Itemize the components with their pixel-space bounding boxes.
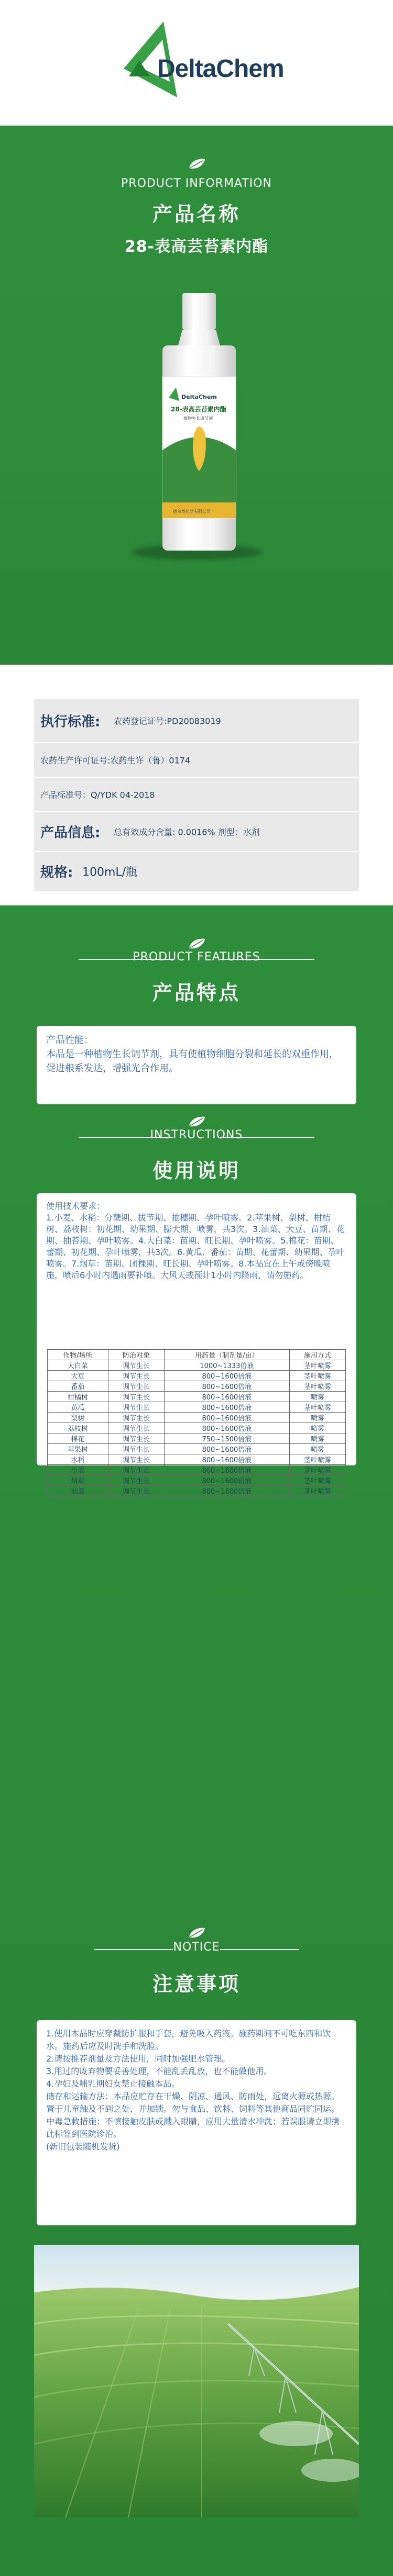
brand-name: DeltaChem <box>157 55 284 83</box>
table-cell: 大豆 <box>48 1371 108 1381</box>
table-row <box>48 1433 346 1444</box>
table-cell: 茎叶喷雾 <box>289 1475 346 1486</box>
table-cell: 番茄 <box>48 1381 108 1392</box>
dosage-table <box>47 1349 346 1496</box>
table-cell: 800~1600倍液 <box>165 1371 289 1381</box>
table-cell: 喷雾 <box>289 1392 346 1402</box>
table-cell: 黄瓜 <box>48 1402 108 1413</box>
table-cell: 喷雾 <box>289 1433 346 1444</box>
table-cell: 油菜 <box>48 1486 108 1496</box>
table-cell: 调节生长 <box>108 1433 164 1444</box>
notice-heading-en: NOTICE <box>173 1941 220 1954</box>
table-row <box>48 1423 346 1433</box>
table-cell: 调节生长 <box>108 1444 164 1454</box>
table-header-cell: 作物/场所 <box>48 1350 108 1360</box>
features-panel <box>37 1026 356 1104</box>
table-cell: 800~1600倍液 <box>165 1413 289 1423</box>
table-cell: 800~1600倍液 <box>165 1444 289 1454</box>
table-cell: 调节生长 <box>108 1413 164 1423</box>
table-cell: 茎叶喷雾 <box>289 1371 346 1381</box>
notice-item: (新旧包装随机发货) <box>46 2142 120 2152</box>
instructions-heading-cn: 使用说明 <box>152 1159 241 1182</box>
farmland-photo <box>34 2245 359 2517</box>
table-cell: 调节生长 <box>108 1475 164 1486</box>
notice-item: 4.孕妇及哺乳期妇女禁止接触本品。 <box>46 2079 180 2089</box>
table-cell: 苹果树 <box>48 1444 108 1454</box>
table-cell: 喷雾 <box>289 1413 346 1423</box>
table-cell: 800~1600倍液 <box>165 1475 289 1486</box>
table-cell: 800~1600倍液 <box>165 1486 289 1496</box>
table-cell: 1000~1333倍液 <box>165 1360 289 1371</box>
table-cell: 水稻 <box>48 1454 108 1465</box>
spec-row <box>34 852 359 891</box>
table-row <box>48 1444 346 1454</box>
bottle-logo-text: DeltaChem <box>181 394 217 400</box>
table-cell: 800~1600倍液 <box>165 1392 289 1402</box>
notice-item: 2.请按推荐剂量及方法使用，同时加强肥水管理。 <box>46 2054 231 2064</box>
product-standard-value: 产品标准号：Q/YDK 04-2018 <box>40 790 155 800</box>
notice-item: 储存和运输方法：本品应贮存在干燥、阴凉、通风、防雨处，远离火源或热源。置于儿童触及不到之处，并加锁。勿与食品、饮料、饲料等其他商品同贮同运。 <box>46 2091 340 2114</box>
product-info-heading-en: PRODUCT INFORMATION <box>121 177 272 190</box>
table-row <box>48 1402 346 1413</box>
instructions-title: 使用技术要求： <box>46 1201 105 1211</box>
table-cell: 调节生长 <box>108 1423 164 1433</box>
table-cell: 茎叶喷雾 <box>289 1381 346 1392</box>
table-row <box>48 1392 346 1402</box>
table-cell: 调节生长 <box>108 1402 164 1413</box>
features-heading-en: PRODUCT FEATURES <box>133 950 260 964</box>
table-cell: 800~1600倍液 <box>165 1465 289 1475</box>
product-info-value: 总有效成分含量: 0.0016% 剂型：水剂 <box>114 827 260 837</box>
table-row <box>48 1413 346 1423</box>
product-info-label: 产品信息: <box>40 825 101 841</box>
standard-row <box>34 699 359 742</box>
notice-item: 中毒急救措施：不慎接触皮肤或溅入眼睛，应用大量清水冲洗；若误服请立即携此标签到医院诊治。 <box>46 2116 340 2139</box>
table-cell: 柑橘树 <box>48 1392 108 1402</box>
bottle-product-name: 28-表高芸苔素内酯 <box>171 406 226 413</box>
bottle-subtitle: 植物生长调节剂 <box>183 416 213 421</box>
leaf-icon <box>186 1926 207 1941</box>
table-cell: 茎叶喷雾 <box>289 1360 346 1371</box>
instructions-body: 1.小麦、水稻：分蘖期、拔节期、抽穗期、孕叶喷雾。2.苹果树、梨树、柑桔树、荔枝树：初花期、幼果期、膨大期，喷雾，共3次。3.油菜、大豆、苗期、花期、抽苔期、孕叶喷雾。4.大白菜：苗期、旺长期、孕叶喷雾。5.棉花：苗期、蕾期、初花期、孕叶喷雾，共3次。6.黄瓜、番茄：苗期、花蕾期、幼果期、孕叶喷雾。7.烟草：苗期、团棵期、旺长期、孕叶喷雾。8.本品宜在上午或傍晚喷施，喷后6小时内遇雨要补喷。大风天或预计1小时内降雨，请勿施药。 <box>46 1213 345 1280</box>
table-cell: 调节生长 <box>108 1454 164 1465</box>
table-cell: 茎叶喷雾 <box>289 1486 346 1496</box>
table-row <box>48 1486 346 1496</box>
table-cell: 大白菜 <box>48 1360 108 1371</box>
notice-item: 1.使用本品时应穿戴防护服和手套，避免吸入药液。施药期间不可吃东西和饮水。施药后应及时洗手和洗脸。 <box>46 2029 331 2051</box>
table-cell: 茎叶喷雾 <box>289 1402 346 1413</box>
table-cell: 喷雾 <box>289 1444 346 1454</box>
table-cell: 喷雾 <box>289 1423 346 1433</box>
leaf-icon <box>186 937 207 951</box>
table-cell: 调节生长 <box>108 1465 164 1475</box>
product-standard-row <box>34 778 359 811</box>
table-row <box>48 1360 346 1371</box>
table-cell: 750~1500倍液 <box>165 1433 289 1444</box>
license-row <box>34 743 359 777</box>
table-cell: 棉花 <box>48 1433 108 1444</box>
notice-item: 3.用过的废弃物要妥善处理，不能乱丢乱放，也不能做他用。 <box>46 2066 272 2076</box>
features-title: 产品性能： <box>46 1035 93 1046</box>
license-value: 农药生产许可证号:农药生许（鲁）0174 <box>40 755 191 766</box>
leaf-icon <box>186 157 207 172</box>
table-cell: 调节生长 <box>108 1392 164 1402</box>
table-cell: 调节生长 <box>108 1381 164 1392</box>
leaf-icon <box>186 1115 207 1129</box>
spec-label: 规格: <box>40 865 73 881</box>
table-cell: 800~1600倍液 <box>165 1381 289 1392</box>
table-header-row <box>48 1350 346 1360</box>
product-bottle <box>157 293 241 555</box>
features-heading-cn: 产品特点 <box>152 981 241 1004</box>
table-row <box>48 1465 346 1475</box>
bottle-band-text: 德尔塔化学有限公司 <box>173 509 211 514</box>
product-info-row <box>34 812 359 851</box>
standard-label: 执行标准: <box>40 714 101 730</box>
table-cell: 800~1600倍液 <box>165 1423 289 1433</box>
notice-heading-cn: 注意事项 <box>152 1973 241 1996</box>
table-cell: 调节生长 <box>108 1486 164 1496</box>
table-row <box>48 1475 346 1486</box>
product-name: 28-表高芸苔素内酯 <box>124 238 269 256</box>
table-cell: 800~1600倍液 <box>165 1454 289 1465</box>
table-cell: 荔枝树 <box>48 1423 108 1433</box>
table-cell: 梨树 <box>48 1413 108 1423</box>
notice-panel <box>37 2020 356 2225</box>
standard-value: 农药登记证号:PD20083019 <box>114 716 221 726</box>
table-cell: 烟草 <box>48 1475 108 1486</box>
table-cell: 800~1600倍液 <box>165 1402 289 1413</box>
table-header-cell: 施用方式 <box>289 1350 346 1360</box>
table-cell: 茎叶喷雾 <box>289 1454 346 1465</box>
instructions-heading-en: INSTRUCTIONS <box>150 1128 243 1141</box>
table-cell: 调节生长 <box>108 1360 164 1371</box>
table-cell: 小麦 <box>48 1465 108 1475</box>
table-header-cell: 防治对象 <box>108 1350 164 1360</box>
features-body: 本品是一种植物生长调节剂，具有使植物细胞分裂和延长的双重作用，促进根系发达，增强光合作用。 <box>46 1049 339 1074</box>
table-cell: 调节生长 <box>108 1371 164 1381</box>
table-row <box>48 1381 346 1392</box>
brand-header <box>0 0 393 126</box>
table-row <box>48 1371 346 1381</box>
spec-value: 100mL/瓶 <box>82 866 138 879</box>
product-info-heading-cn: 产品名称 <box>152 203 241 226</box>
table-header-cell: 用药量（制剂量/亩） <box>165 1350 289 1360</box>
table-cell: 茎叶喷雾 <box>289 1465 346 1475</box>
table-row <box>48 1454 346 1465</box>
